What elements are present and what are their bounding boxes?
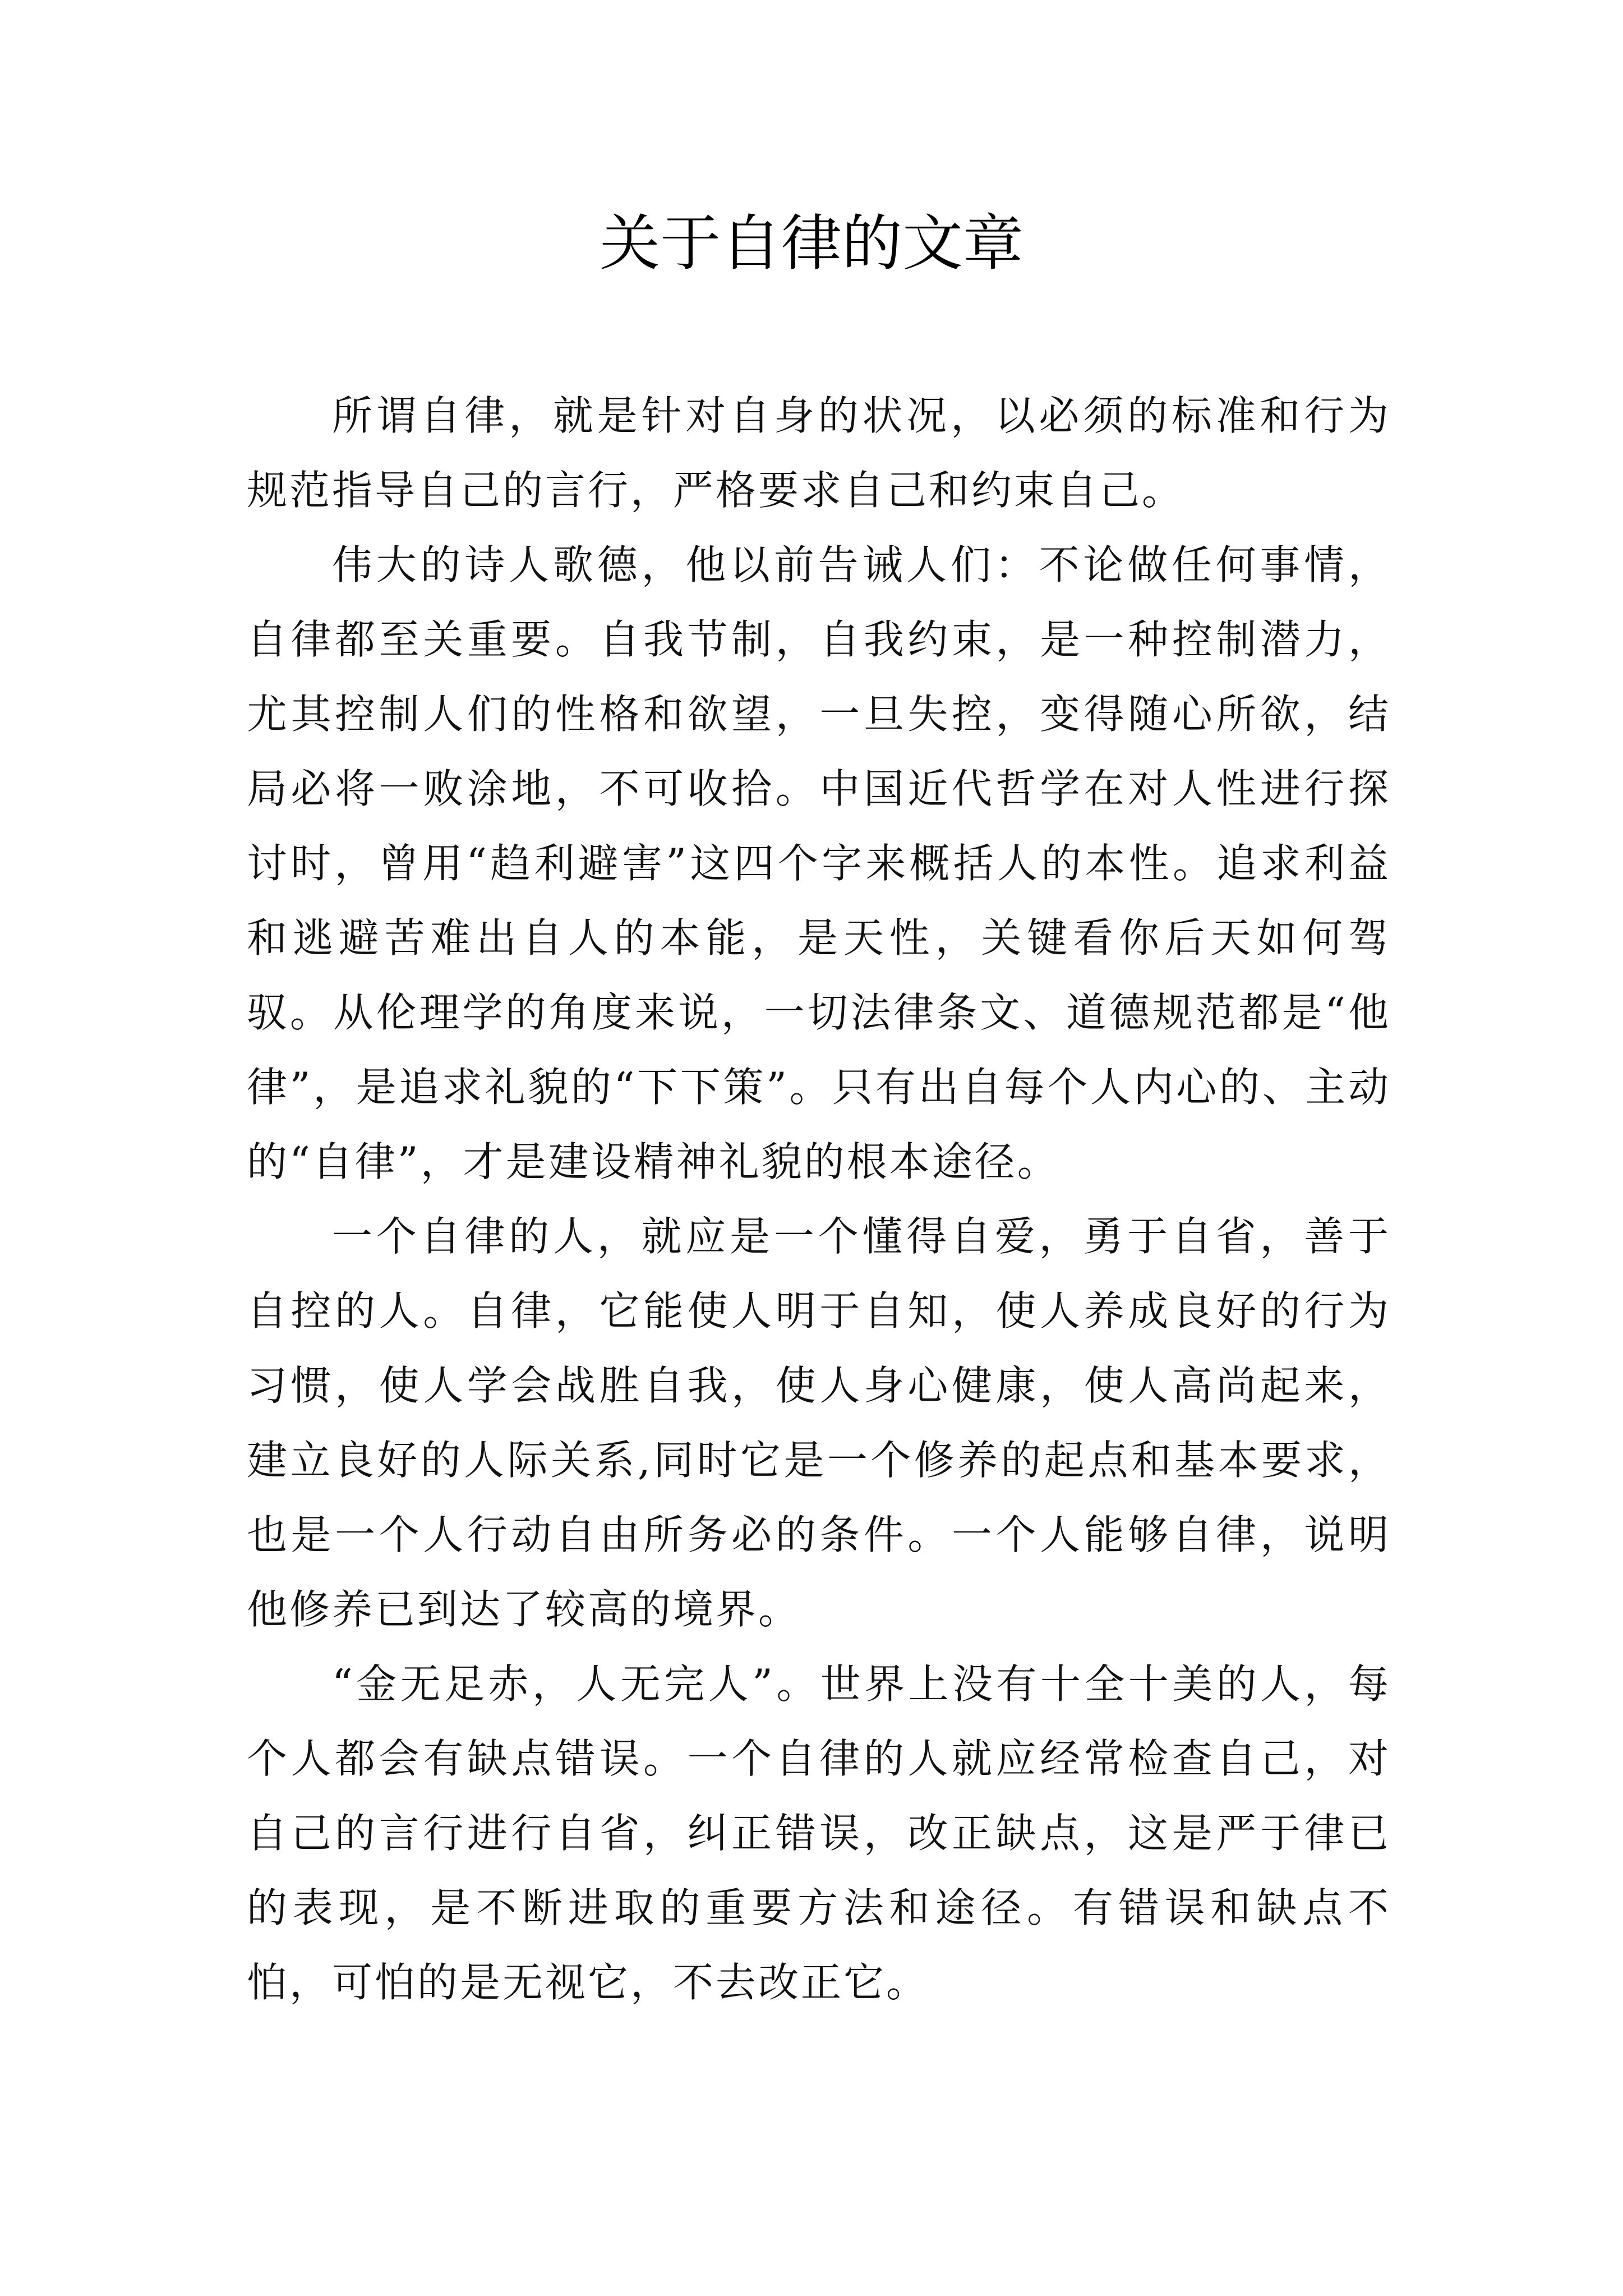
document-title: 关于自律的文章 [599,209,1023,279]
paragraph-4: “金无足赤，人无完人”。世界上没有十全十美的人，每个人都会有缺点错误。一个自律的人就应经常检查自己，对自己的言行进行自省，纠正错误，改正缺点，这是严于律已的表现，是不断进取的重要方法和途径。有错误和缺点不怕，可怕的是无视它，不去改正它。 [247,1660,1391,2006]
document-body [247,379,1391,2020]
paragraph-2: 伟大的诗人歌德，他以前告诫人们：不论做任何事情，自律都至关重要。自我节制，自我约束，是一种控制潜力，尤其控制人们的性格和欲望，一旦失控，变得随心所欲，结局必将一败涂地，不可收拾。中国近代哲学在对人性进行探讨时，曾用“趋利避害”这四个字来概括人的本性。追求利益和逃避苦难出自人的本能，是天性，关键看你后天如何驾驭。从伦理学的角度来说，一切法律条文、道德规范都是“他律”，是追求礼貌的“下下策”。只有出自每个人内心的、主动的“自律”，才是建设精神礼貌的根本途径。 [247,541,1391,1185]
paragraph-1: 所谓自律，就是针对自身的状况，以必须的标准和行为规范指导自己的言行，严格要求自己和约束自己。 [247,392,1391,514]
paragraph-3: 一个自律的人，就应是一个懂得自爱，勇于自省，善于自控的人。自律，它能使人明于自知，使人养成良好的行为习惯，使人学会战胜自我，使人身心健康，使人高尚起来，建立良好的人际关系,同时它是一个修养的起点和基本要求，也是一个人行动自由所务必的条件。一个人能够自律，说明他修养已到达了较高的境界。 [247,1213,1391,1633]
